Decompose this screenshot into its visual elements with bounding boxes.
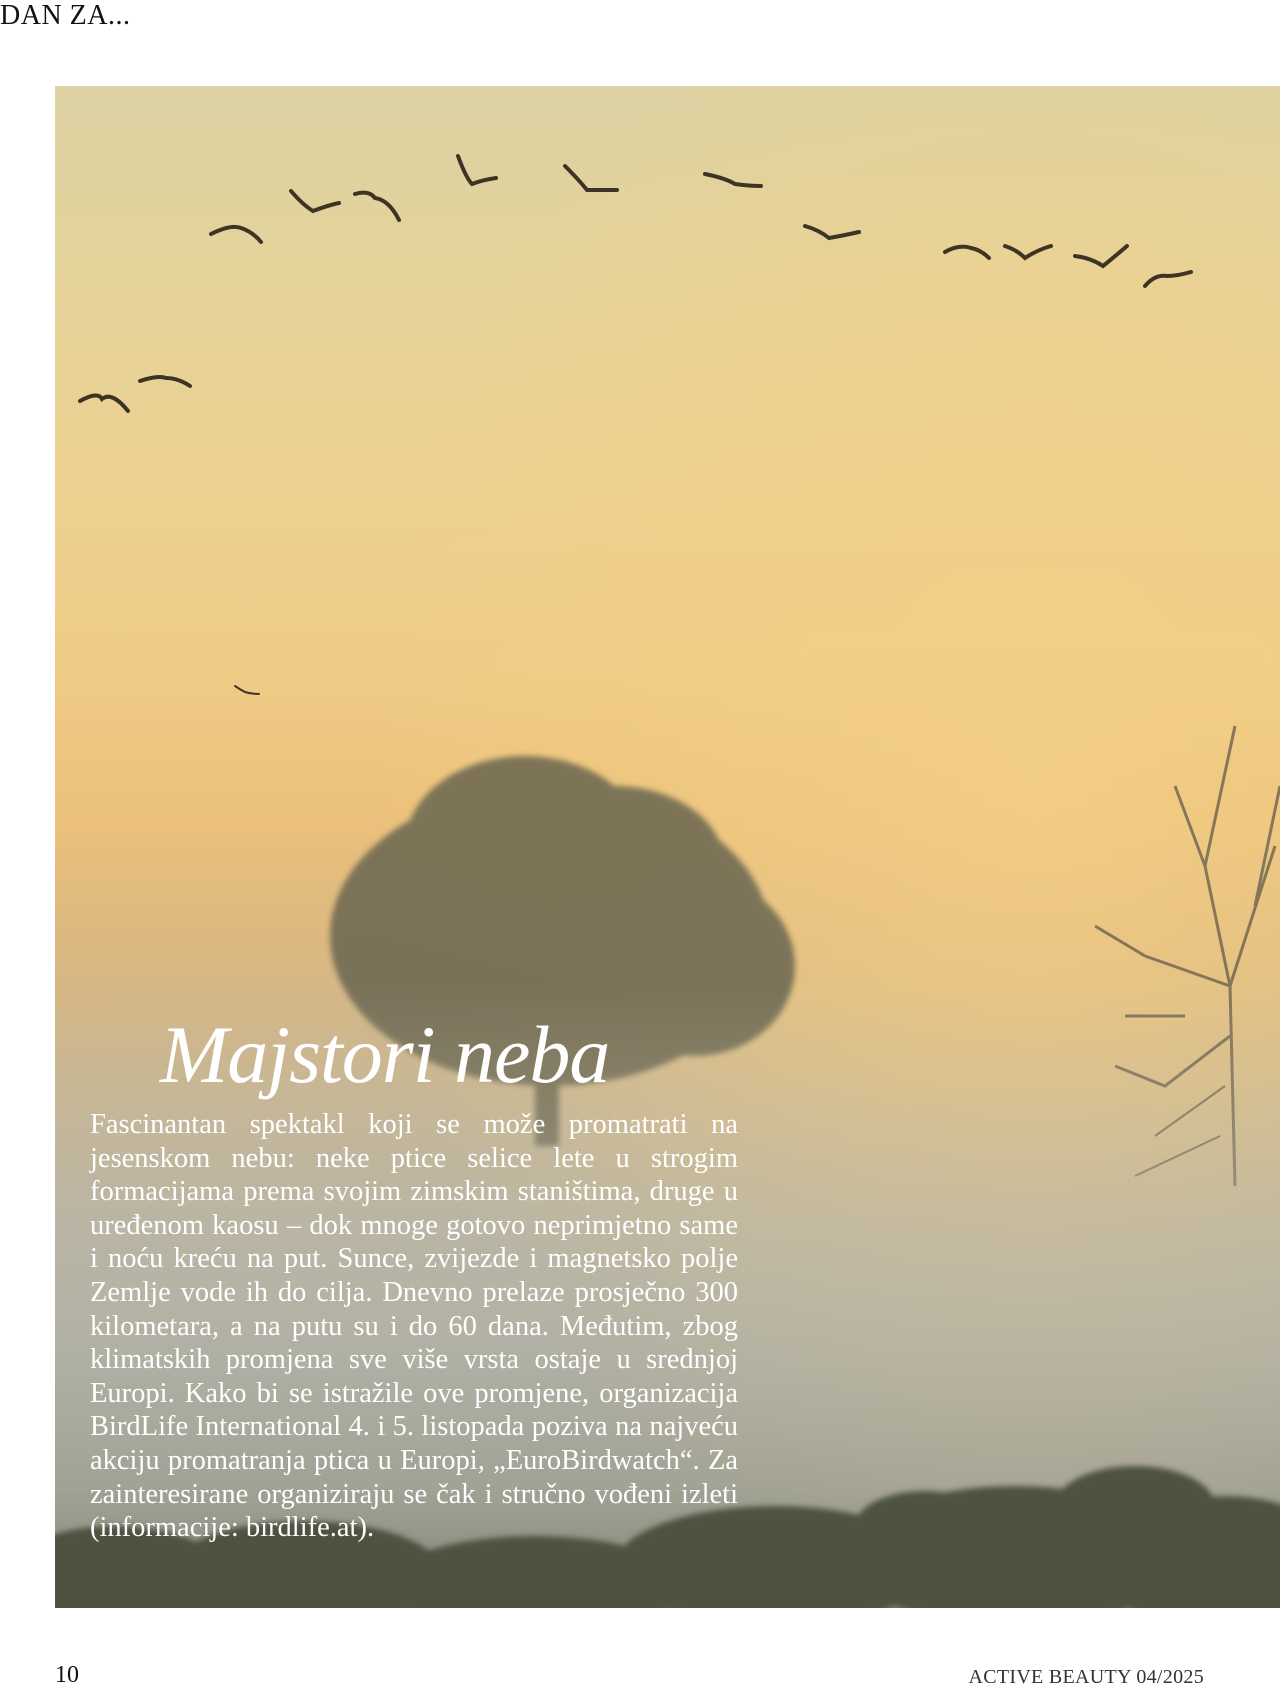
article-headline: Majstori neba <box>160 1009 610 1100</box>
page-number: 10 <box>55 1662 79 1688</box>
magazine-issue: ACTIVE BEAUTY 04/2025 <box>968 1666 1204 1688</box>
section-label: DAN ZA... <box>0 0 131 31</box>
article-body: Fascinantan spektakl koji se može promatrati na jesenskom nebu: neke ptice selice lete u strogim formacijama prema svojim zimskim staništima, druge u uređenom kaosu – dok mnoge gotovo neprimjetno same i noću kreću na put. Sunce, zvijezde i magnetsko polje Zemlje vode ih do cilja. Dnevno prelaze prosječno 300 kilometara, a na putu su i do 60 dana. Međutim, zbog klimatskih promjena sve više vrsta ostaje u srednjoj Europi. Kako bi se istražile ove promjene, organizacija BirdLife International 4. i 5. listopada poziva na najveću akciju promatranja ptica u Europi, „EuroBirdwatch“. Za zainteresirane organiziraju se čak i stručno vođeni izleti (informacije: birdlife.at). <box>90 1109 738 1544</box>
